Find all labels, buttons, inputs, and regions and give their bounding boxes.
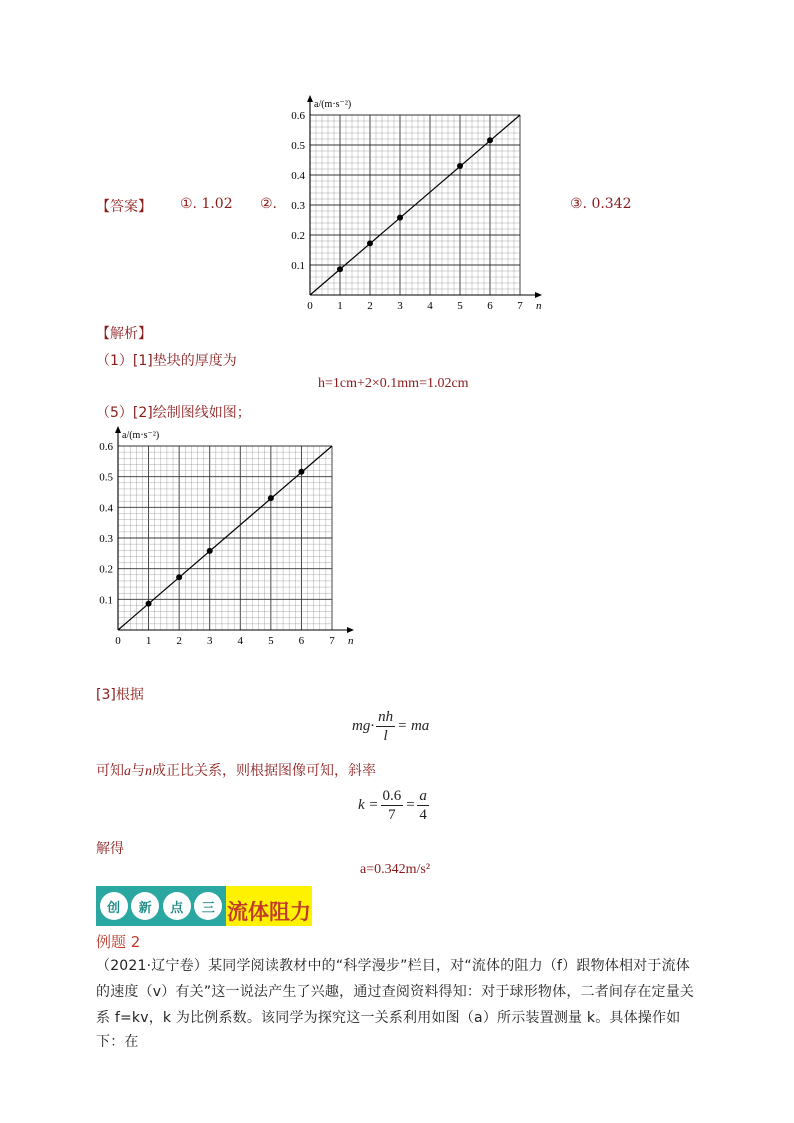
- data-point: [397, 215, 403, 221]
- answer-item-3: ③. 0.342: [570, 196, 632, 212]
- section-icon-strip: [96, 886, 226, 926]
- x-axis-label: n: [348, 635, 354, 647]
- data-point: [298, 469, 304, 475]
- analysis-line-2: （5）[2]绘制图线如图；: [96, 405, 251, 421]
- eq2-left: mg·: [352, 717, 375, 734]
- equation-slope: [358, 787, 431, 824]
- x-axis-arrow: [347, 627, 354, 633]
- equation-force: [352, 708, 429, 745]
- y-tick-label: 0.2: [99, 563, 113, 576]
- line4-text-b: 与: [131, 763, 145, 779]
- y-tick-label: 0.5: [99, 471, 113, 484]
- data-point: [176, 574, 182, 580]
- x-tick-label: 0: [307, 300, 313, 312]
- x-tick-label: 2: [367, 300, 373, 312]
- eq3-left: k =: [358, 796, 379, 813]
- data-point: [207, 548, 213, 554]
- x-tick-label: 6: [487, 300, 493, 312]
- eq2-numerator: nh: [378, 709, 394, 725]
- answer-chart: [280, 92, 550, 317]
- x-tick-label: 7: [517, 300, 523, 312]
- example-text-line-3: 系 f=kv，k 为比例系数。该同学为探究这一关系利用如图（a）所示装置测量 k。具体操作如下：在: [96, 1010, 681, 1050]
- x-axis-label: n: [536, 300, 542, 312]
- y-axis-arrow: [307, 95, 313, 102]
- y-axis-arrow: [115, 426, 121, 433]
- section-icon-1: 创: [100, 892, 128, 920]
- eq2-denominator: l: [383, 728, 388, 744]
- line4-text-a: 可知: [96, 763, 124, 779]
- example-label: 例题 2: [96, 933, 141, 951]
- analysis-label: 【解析】: [96, 326, 152, 342]
- analysis-line-3: [3]根据: [96, 687, 144, 703]
- y-tick-label: 0.3: [99, 533, 113, 545]
- eq2-fraction: [376, 708, 395, 745]
- eq3-den-1: 7: [388, 807, 396, 823]
- data-point: [337, 266, 343, 272]
- answer-item-2: ②.: [260, 196, 278, 212]
- x-tick-label: 4: [237, 635, 244, 647]
- example-text-line-2: 的速度（v）有关”这一说法产生了兴趣，通过查阅资料得知：对于球形物体，二者间存在定量关: [96, 984, 695, 1000]
- data-point: [268, 495, 274, 501]
- x-tick-label: 6: [298, 635, 305, 647]
- line4-text-c: 成正比关系，则根据图像可知，斜率: [152, 763, 376, 779]
- x-tick-label: 0: [115, 635, 121, 647]
- x-tick-label: 3: [206, 635, 213, 647]
- y-tick-label: 0.5: [291, 140, 305, 152]
- analysis-line-1: （1）[1]垫块的厚度为: [96, 353, 237, 369]
- analysis-line-4: [96, 760, 376, 780]
- x-tick-label: 5: [268, 635, 274, 647]
- data-point: [146, 601, 152, 607]
- x-axis-arrow: [535, 292, 542, 298]
- example-text-line-1: （2021·辽宁卷）某同学阅读教材中的“科学漫步”栏目，对“流体的阻力（f）跟物体相对于流体: [96, 958, 690, 974]
- eq3-equals: =: [405, 796, 416, 813]
- section-icon-4: 三: [194, 892, 222, 920]
- line4-var-a: a: [124, 764, 131, 779]
- eq2-right: = ma: [397, 717, 430, 734]
- x-tick-label: 3: [397, 300, 403, 312]
- x-tick-label: 1: [337, 300, 343, 312]
- y-tick-label: 0.6: [99, 441, 113, 453]
- y-tick-label: 0.1: [291, 260, 305, 272]
- data-point: [487, 137, 493, 143]
- eq3-fraction-2: [417, 787, 429, 824]
- x-tick-label: 4: [427, 300, 433, 312]
- y-axis-label: a/(m·s⁻²): [122, 430, 160, 441]
- analysis-line-5: 解得: [96, 841, 124, 857]
- answer-label: 【答案】: [96, 199, 152, 215]
- x-tick-label: 5: [457, 300, 463, 312]
- x-tick-label: 2: [176, 635, 182, 647]
- data-point: [457, 163, 463, 169]
- answer-item-1: ①. 1.02: [180, 196, 233, 212]
- y-tick-label: 0.2: [291, 230, 305, 242]
- y-tick-label: 0.4: [291, 170, 305, 182]
- x-tick-label: 7: [329, 635, 335, 647]
- section-title: 流体阻力: [226, 886, 312, 926]
- y-tick-label: 0.1: [99, 594, 113, 607]
- analysis-eq-4: a=0.342m/s²: [360, 862, 431, 877]
- analysis-chart: [88, 426, 358, 651]
- eq3-den-2: 4: [419, 807, 427, 823]
- section-icon-2: 新: [131, 892, 159, 920]
- y-axis-label: a/(m·s⁻²): [314, 99, 352, 110]
- data-point: [367, 240, 373, 246]
- eq3-num-2: a: [419, 788, 427, 804]
- line4-var-n: n: [145, 764, 152, 779]
- y-tick-label: 0.3: [291, 200, 305, 212]
- y-tick-label: 0.6: [291, 110, 305, 122]
- eq3-fraction-1: [381, 787, 404, 824]
- y-tick-label: 0.4: [99, 502, 113, 515]
- analysis-eq-1: h=1cm+2×0.1mm=1.02cm: [318, 376, 469, 391]
- x-tick-label: 1: [145, 635, 152, 647]
- eq3-num-1: 0.6: [382, 788, 402, 804]
- section-icon-3: 点: [163, 892, 191, 920]
